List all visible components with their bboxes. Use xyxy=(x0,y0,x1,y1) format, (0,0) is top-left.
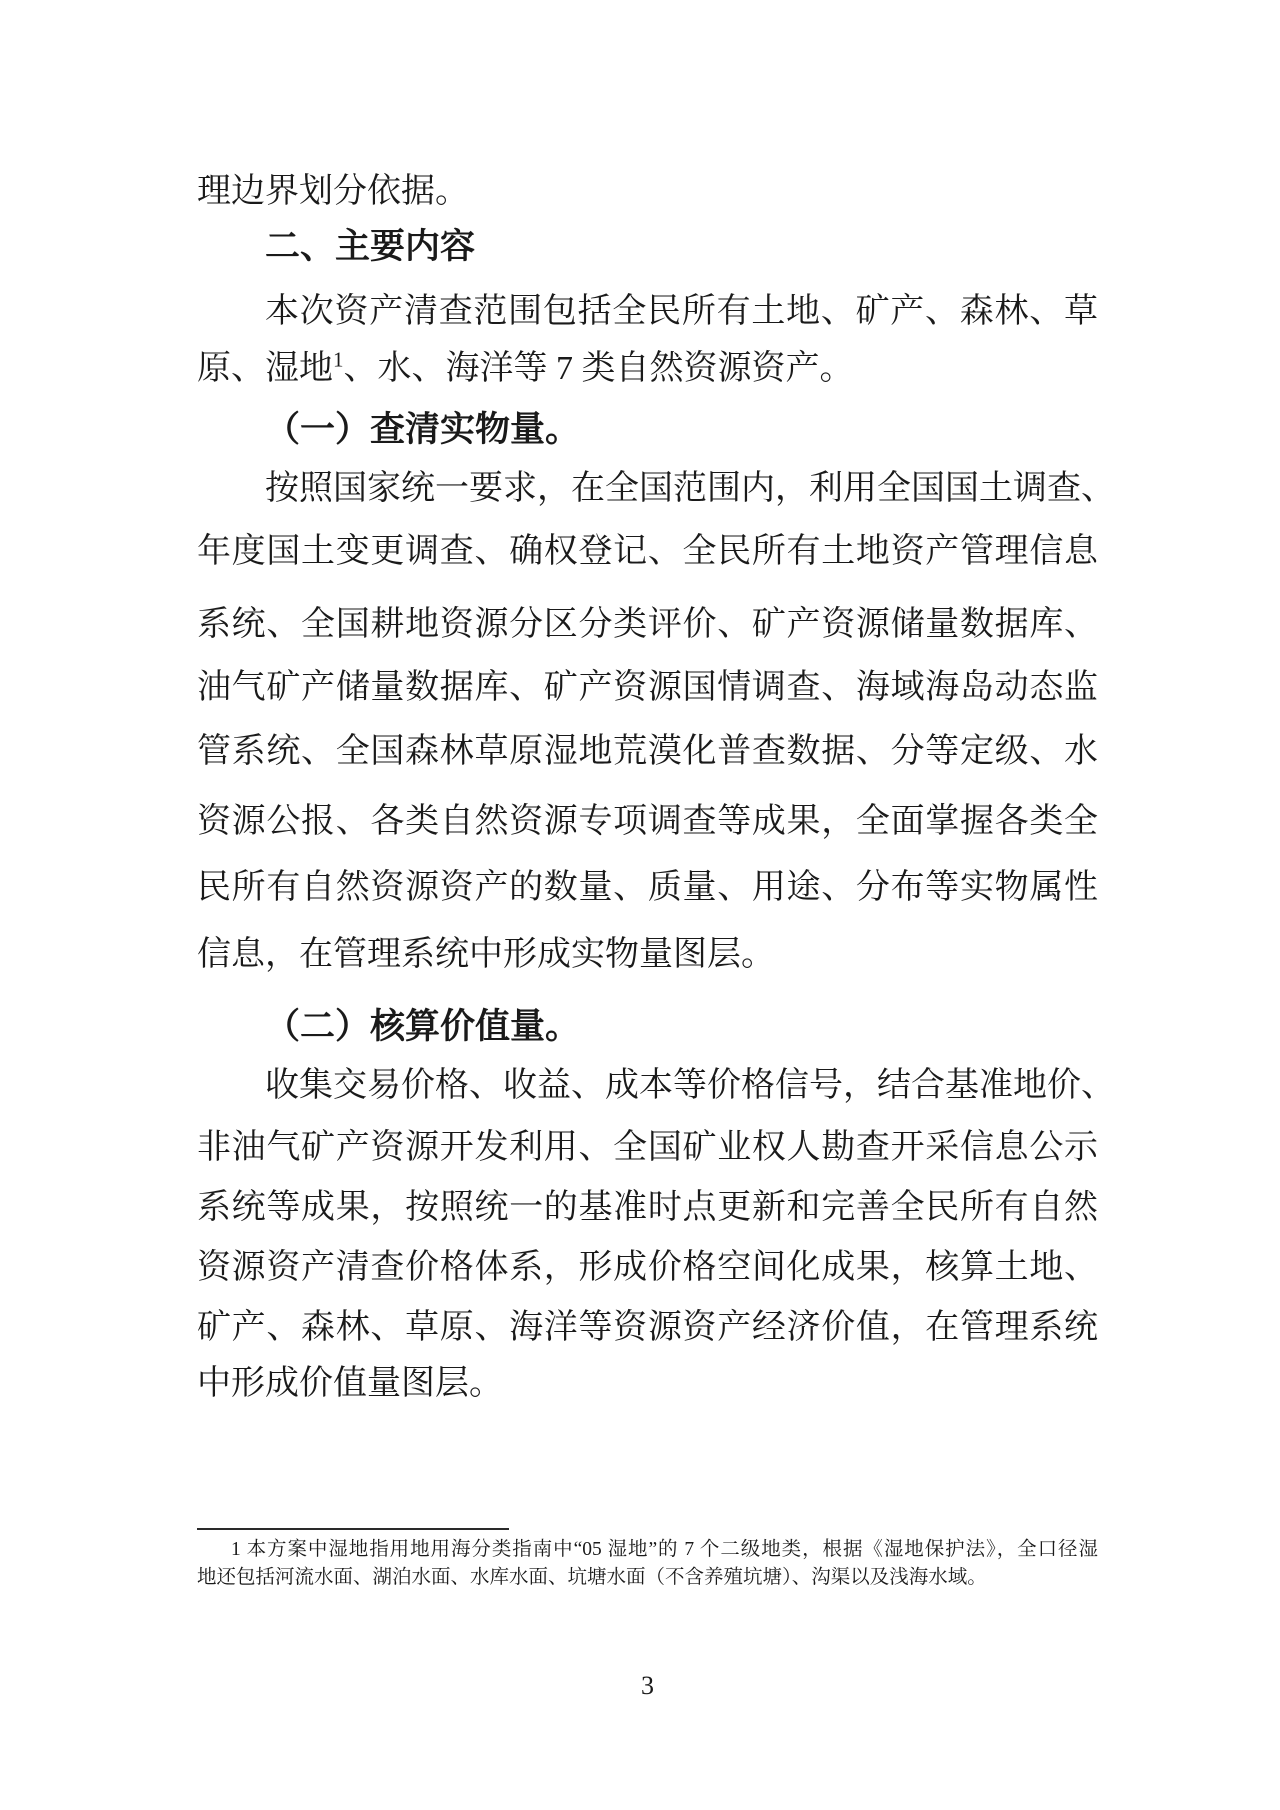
para2-line8: 信息，在管理系统中形成实物量图层。 xyxy=(197,936,775,973)
footnote-line-1: 1 本方案中湿地指用地用海分类指南中“05 湿地”的 7 个二级地类，根据《湿地保护法》，全口径湿 xyxy=(231,1539,1098,1560)
para3-line1: 收集交易价格、收益、成本等价格信号，结合基准地价、 xyxy=(265,1067,1115,1104)
document-content xyxy=(197,0,1115,1810)
para1-line2 xyxy=(197,346,1098,392)
footnote-separator xyxy=(197,1528,509,1530)
section-heading: 二、主要内容 xyxy=(265,227,476,266)
para2-line1: 按照国家统一要求，在全国范围内，利用全国国土调查、 xyxy=(265,470,1115,507)
para2-line6: 资源公报、各类自然资源专项调查等成果，全面掌握各类全 xyxy=(197,803,1098,840)
para2-line5: 管系统、全国森林草原湿地荒漠化普查数据、分等定级、水 xyxy=(197,733,1098,770)
para3-line2: 非油气矿产资源开发利用、全国矿业权人勘查开采信息公示 xyxy=(197,1129,1098,1166)
para2-line4: 油气矿产储量数据库、矿产资源国情调查、海域海岛动态监 xyxy=(197,669,1098,706)
para1-line1: 本次资产清查范围包括全民所有土地、矿产、森林、草 xyxy=(265,293,1098,330)
page-number: 3 xyxy=(641,1671,654,1700)
para3-line6: 中形成价值量图层。 xyxy=(197,1365,503,1402)
para2-line3: 系统、全国耕地资源分区分类评价、矿产资源储量数据库、 xyxy=(197,606,1098,643)
para3-line3: 系统等成果，按照统一的基准时点更新和完善全民所有自然 xyxy=(197,1189,1098,1226)
para3-line4: 资源资产清查价格体系，形成价格空间化成果，核算土地、 xyxy=(197,1249,1098,1286)
para2-line7: 民所有自然资源资产的数量、质量、用途、分布等实物属性 xyxy=(197,869,1098,906)
subsection-heading-1: （一）查清实物量。 xyxy=(265,410,581,449)
para1-line2-text-after: 、水、海洋等 7 类自然资源资产。 xyxy=(343,350,854,387)
footnote-ref-superscript: 1 xyxy=(333,347,344,372)
para3-line5: 矿产、森林、草原、海洋等资源资产经济价值，在管理系统 xyxy=(197,1309,1098,1346)
footnote-line-2: 地还包括河流水面、湖泊水面、水库水面、坑塘水面（不含养殖坑塘）、沟渠以及浅海水域。 xyxy=(197,1567,987,1588)
para2-line2: 年度国土变更调查、确权登记、全民所有土地资产管理信息 xyxy=(197,533,1098,570)
continuation-line: 理边界划分依据。 xyxy=(197,173,469,210)
subsection-heading-2: （二）核算价值量。 xyxy=(265,1007,581,1046)
para1-line2-text: 原、湿地 xyxy=(197,350,333,387)
